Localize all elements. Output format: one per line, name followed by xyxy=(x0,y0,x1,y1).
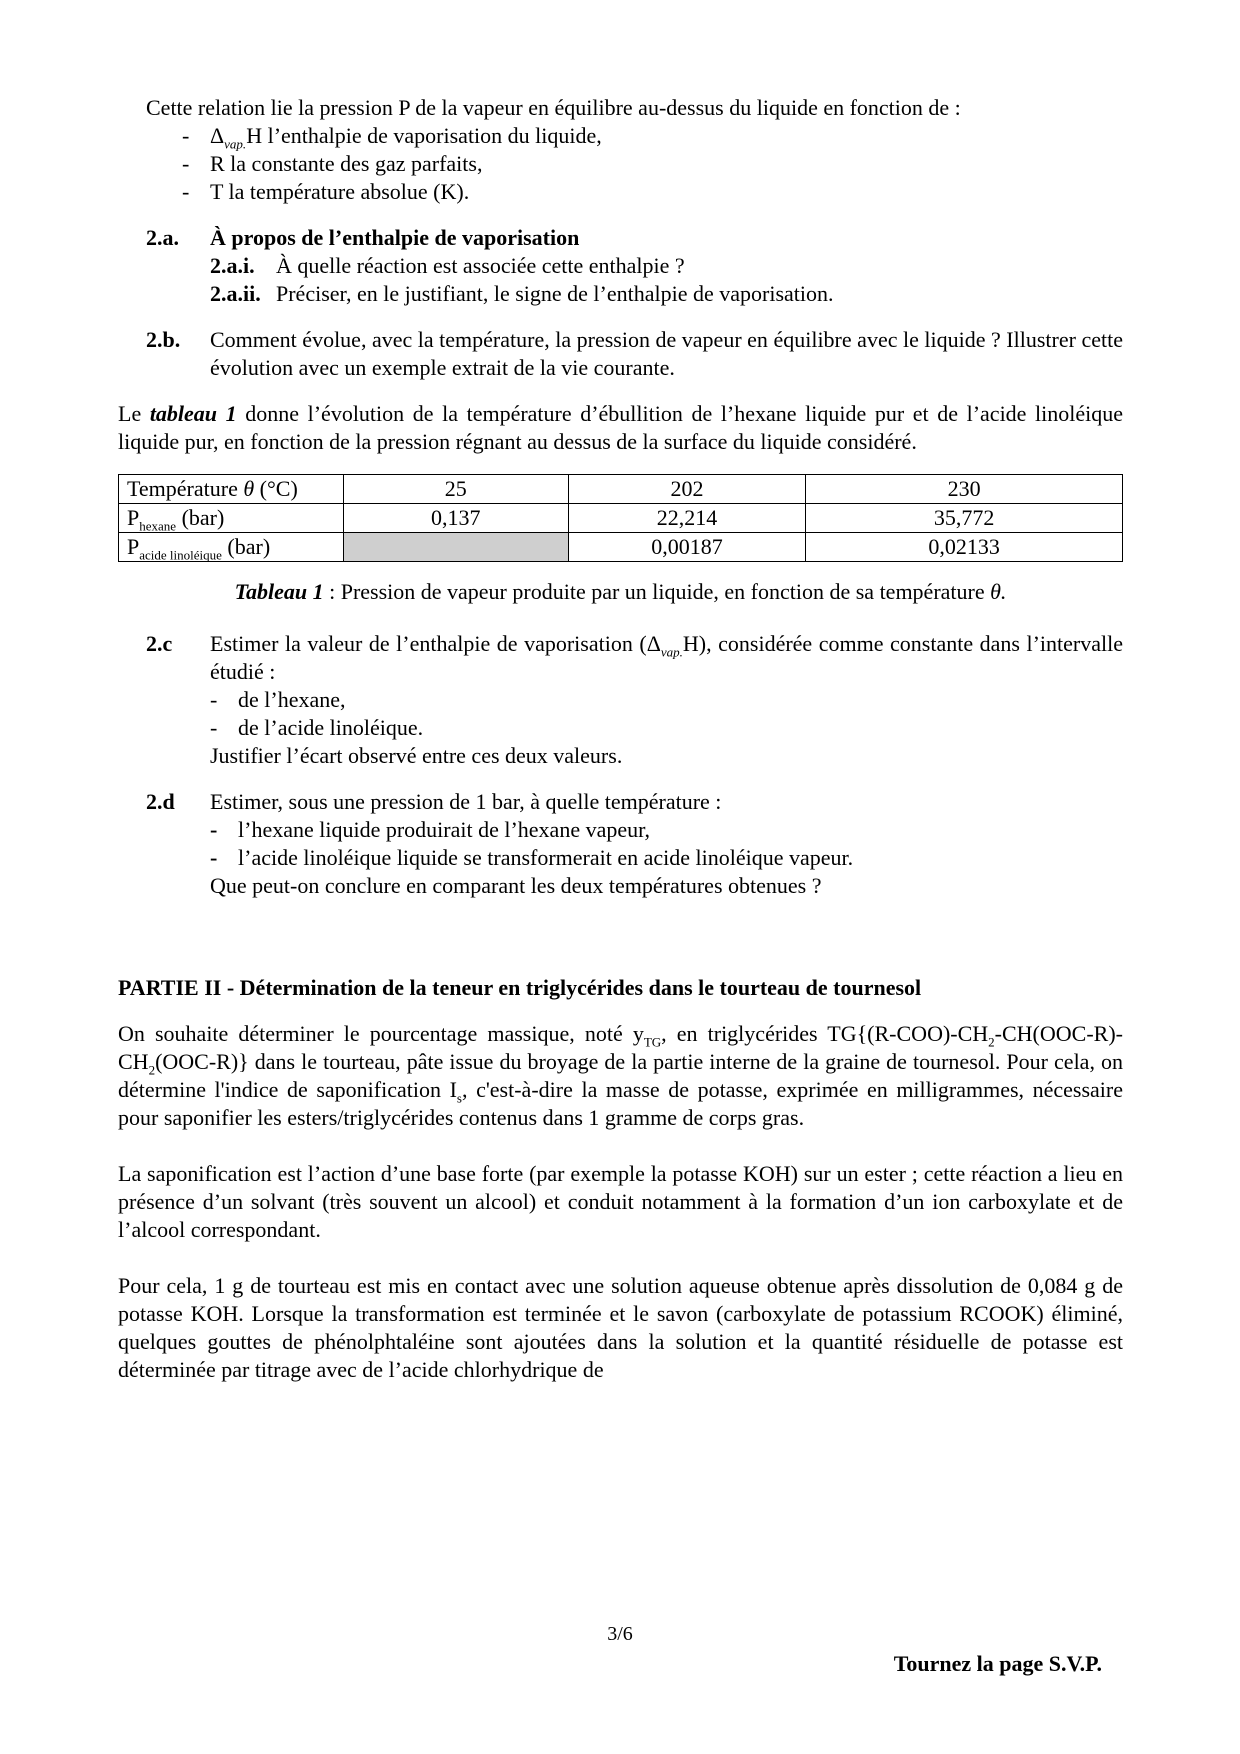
table-cell-empty xyxy=(343,533,568,562)
question-2d: 2.d Estimer, sous une pression de 1 bar, à quelle température : - l’hexane liquide produirait de l’hexane vapeur, - l’acide linoléique liquide se transformerait en acide linoléique vapeur. Que peut-on conclure en comparant les deux températures obtenues ? xyxy=(146,788,1123,900)
table-cell: 230 xyxy=(806,475,1123,504)
intro-sentence: Cette relation lie la pression P de la vapeur en équilibre au-dessus du liquide en fonction de : xyxy=(146,95,961,120)
question-2b: 2.b. Comment évolue, avec la température, la pression de vapeur en équilibre avec le liquide ? Illustrer cette évolution avec un exemple extrait de la vie courante. xyxy=(146,327,1123,380)
intro-list xyxy=(182,122,1123,206)
list-item: - de l’hexane, xyxy=(210,687,346,712)
list-item: - l’hexane liquide produirait de l’hexane vapeur, xyxy=(210,817,651,842)
list-item: - $\Delta_{vap.}H$ l’enthalpie de vaporisation du liquide, xyxy=(182,123,602,152)
table-cell: 0,137 xyxy=(343,504,568,533)
row-label-hexane: $P_{hexane}$ (bar) xyxy=(119,504,344,533)
table-cell: 0,02133 xyxy=(806,533,1123,562)
question-2a: 2.a. À propos de l’enthalpie de vaporisation 2.a.i. À quelle réaction est associée cette enthalpie ? 2.a.ii. Préciser, en le justifiant, le signe de l’enthalpie de vaporisation. xyxy=(146,225,834,306)
table-intro: Le tableau 1 donne l’évolution de la température d’ébullition de l’hexane liquide pur et de l’acide linoléique liquide pur, en fonction de la pression régnant au dessus de la surface du liquide considéré. xyxy=(118,401,1124,454)
list-item: - de l’acide linoléique. xyxy=(210,715,424,740)
question-2aii: Préciser, en le justifiant, le signe de l’enthalpie de vaporisation. xyxy=(276,281,834,306)
row-label-acide: $P_{acide linoléique}$ (bar) xyxy=(119,533,344,562)
page-content xyxy=(118,94,1123,1384)
turn-page-note: Tournez la page S.V.P. xyxy=(893,1651,1102,1676)
table-cell: 0,00187 xyxy=(568,533,806,562)
question-2a-title: À propos de l’enthalpie de vaporisation xyxy=(210,225,580,250)
list-item: - R la constante des gaz parfaits, xyxy=(182,151,483,176)
paragraph: La saponification est l’action d’une base forte (par exemple la potasse KOH) sur un ester ; cette réaction a lieu en présence d’un solvant (très souvent un alcool) et conduit notamment à la formation d’un ion carboxylate et de l’alcool correspondant. xyxy=(118,1161,1123,1242)
table-cell: 22,214 xyxy=(568,504,806,533)
section-title: PARTIE II - Détermination de la teneur en triglycérides dans le tourteau de tournesol xyxy=(118,975,922,1000)
table-cell: 202 xyxy=(568,475,806,504)
page-number: 3/6 xyxy=(607,1623,633,1645)
table-cell: 25 xyxy=(343,475,568,504)
question-2c: 2.c Estimer la valeur de l’enthalpie de vaporisation $(\Delta_{vap.}H)$, considérée comme constante dans l’intervalle étudié : - de l’hexane, - de l’acide linoléique. Justifier l’écart observé entre ces deux valeurs. xyxy=(146,631,1124,768)
row-label-temperature: Température θ (°C) xyxy=(119,475,344,504)
question-2ai: À quelle réaction est associée cette enthalpie ? xyxy=(276,253,685,278)
paragraph: On souhaite déterminer le pourcentage massique, noté $y_{TG}$, en triglycérides $TG\{(R-COO)-CH_2-CH(OOC-R)-CH_2(OOC-R)\}$ dans le tourteau, pâte issue du broyage de la partie interne de la graine de tournesol. Pour cela, on détermine l'indice de saponification $I_s$, c'est-à-dire la masse de potasse, exprimée en milligrammes, nécessaire pour saponifier les esters/triglycérides contenus dans 1 gramme de corps gras. xyxy=(118,1021,1124,1130)
list-item: - T la température absolue (K). xyxy=(182,179,470,204)
list-item: - l’acide linoléique liquide se transformerait en acide linoléique vapeur. xyxy=(210,845,854,870)
table-row xyxy=(119,504,1123,533)
table-row xyxy=(119,475,1123,504)
table-cell: 35,772 xyxy=(806,504,1123,533)
vapor-pressure-table xyxy=(118,474,1123,562)
paragraph: Pour cela, 1 g de tourteau est mis en contact avec une solution aqueuse obtenue après dissolution de 0,084 g de potasse KOH. Lorsque la transformation est terminée et le savon (carboxylate de potassium RCOOK) éliminé, quelques gouttes de phénolphtaléine sont ajoutées dans la solution et la quantité résiduelle de potasse est déterminée par titrage avec de l’acide chlorhydrique de xyxy=(118,1273,1123,1382)
table-caption: Tableau 1 : Pression de vapeur produite par un liquide, en fonction de sa température θ. xyxy=(234,579,1007,604)
table-row xyxy=(119,533,1123,562)
